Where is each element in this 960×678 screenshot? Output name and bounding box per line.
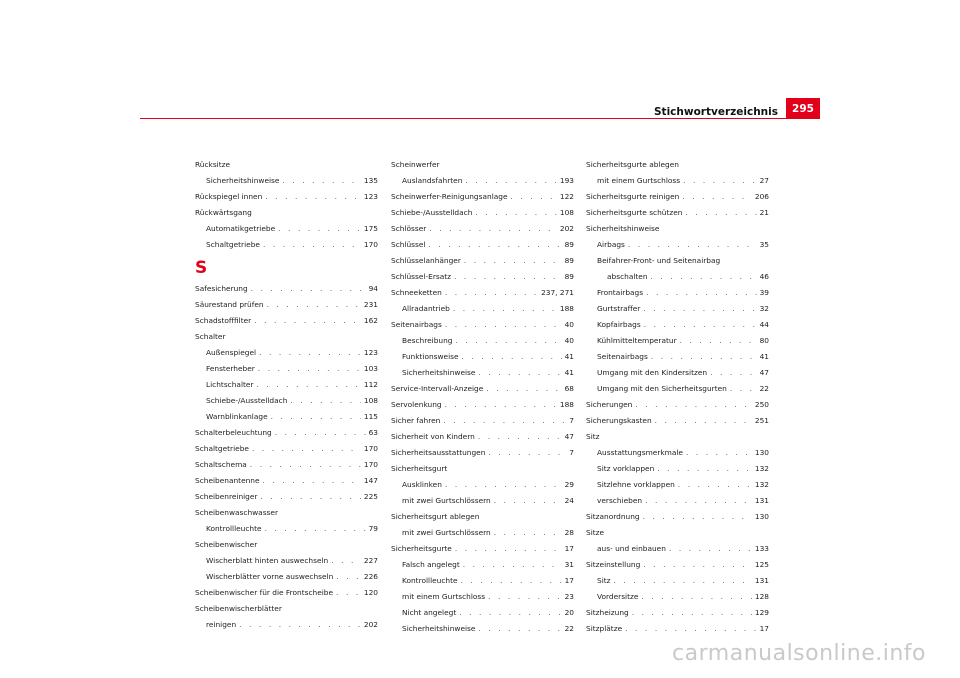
index-heading: Beifahrer-Front- und Seitenairbag	[597, 256, 721, 265]
index-entry: Servolenkung . . . 188	[391, 397, 574, 413]
index-entry: Funktionsweise . . . 41	[391, 349, 574, 365]
index-entry: Sicherheitsgurte . . . 17	[391, 541, 574, 557]
index-entry: Rückspiegel innen . . . 123	[195, 189, 378, 205]
header-rule	[140, 118, 820, 119]
index-heading: Sicherheitshinweise	[586, 224, 660, 233]
index-entry: Sitzheizung . . . 129	[586, 605, 769, 621]
index-entry: Service-Intervall-Anzeige . . . 68	[391, 381, 574, 397]
index-entry: Sicherheitshinweise . . . 135	[195, 173, 378, 189]
index-column-3	[586, 157, 769, 637]
index-entry: Lichtschalter . . . 112	[195, 377, 378, 393]
index-entry: Sitz . . . 131	[586, 573, 769, 589]
index-entry: Umgang mit den Sicherheitsgurten . . . 22	[586, 381, 769, 397]
index-entry: Allradantrieb . . . 188	[391, 301, 574, 317]
index-entry: Sitzanordnung . . . 130	[586, 509, 769, 525]
index-heading: Sitz	[586, 432, 600, 441]
index-entry: Sicherheitsgurte reinigen . . . 206	[586, 189, 769, 205]
index-entry: Ausklinken . . . 29	[391, 477, 574, 493]
index-entry: Scheibenreiniger . . . 225	[195, 489, 378, 505]
index-entry: Scheibenwischer für die Frontscheibe . . . 120	[195, 585, 378, 601]
index-entry: Scheinwerfer-Reinigungsanlage . . . 122	[391, 189, 574, 205]
index-entry: mit einem Gurtschloss . . . 23	[391, 589, 574, 605]
index-entry: Falsch angelegt . . . 31	[391, 557, 574, 573]
page-number-badge: 295	[786, 98, 820, 118]
index-entry: Schlüssel-Ersatz . . . 89	[391, 269, 574, 285]
index-heading: Rückwärtsgang	[195, 208, 252, 217]
index-entry: Sicherungen . . . 250	[586, 397, 769, 413]
index-entry: Schaltgetriebe . . . 170	[195, 237, 378, 253]
index-entry: Safesicherung . . . 94	[195, 281, 378, 297]
index-entry: Sicherheitshinweise . . . 41	[391, 365, 574, 381]
index-entry: Schlüsselanhänger . . . 89	[391, 253, 574, 269]
index-entry: Sicherungskasten . . . 251	[586, 413, 769, 429]
index-entry: Fensterheber . . . 103	[195, 361, 378, 377]
index-heading: Sicherheitsgurte ablegen	[586, 160, 679, 169]
index-column-2	[391, 157, 574, 637]
index-heading: Scheibenwischerblätter	[195, 604, 282, 613]
index-entry: Wischerblätter vorne auswechseln . . . 226	[195, 569, 378, 585]
index-entry: Schlösser . . . 202	[391, 221, 574, 237]
index-entry: Auslandsfahrten . . . 193	[391, 173, 574, 189]
index-heading: Scheibenwaschwasser	[195, 508, 278, 517]
index-entry: Sicherheitsgurte schützen . . . 21	[586, 205, 769, 221]
index-entry: Kühlmitteltemperatur . . . 80	[586, 333, 769, 349]
index-entry: verschieben . . . 131	[586, 493, 769, 509]
index-entry: Seitenairbags . . . 41	[586, 349, 769, 365]
index-entry: Umgang mit den Kindersitzen . . . 47	[586, 365, 769, 381]
index-entry: Schiebe-/Ausstelldach . . . 108	[391, 205, 574, 221]
index-entry: Airbags . . . 35	[586, 237, 769, 253]
index-heading: Rücksitze	[195, 160, 231, 169]
index-entry: Kopfairbags . . . 44	[586, 317, 769, 333]
section-letter: S	[195, 258, 208, 278]
index-entry: mit zwei Gurtschlössern . . . 28	[391, 525, 574, 541]
index-entry: Sitzlehne vorklappen . . . 132	[586, 477, 769, 493]
index-entry: Warnblinkanlage . . . 115	[195, 409, 378, 425]
index-entry: Schadstofffilter . . . 162	[195, 313, 378, 329]
index-entry: aus- und einbauen . . . 133	[586, 541, 769, 557]
index-entry: Kontrollleuchte . . . 17	[391, 573, 574, 589]
index-heading: Sicherheitsgurt ablegen	[391, 512, 480, 521]
index-heading: Scheibenwischer	[195, 540, 258, 549]
index-heading: Sicherheitsgurt	[391, 464, 448, 473]
index-entry: Sicherheitshinweise . . . 22	[391, 621, 574, 637]
index-entry: Schiebe-/Ausstelldach . . . 108	[195, 393, 378, 409]
index-entry: Gurtstraffer . . . 32	[586, 301, 769, 317]
index-entry: Sicher fahren . . . 7	[391, 413, 574, 429]
index-heading: Sitze	[586, 528, 605, 537]
index-entry: Automatikgetriebe . . . 175	[195, 221, 378, 237]
index-entry: Sitzeinstellung . . . 125	[586, 557, 769, 573]
index-entry: Schlüssel . . . 89	[391, 237, 574, 253]
index-entry: Sicherheit von Kindern . . . 47	[391, 429, 574, 445]
index-entry: Schaltschema . . . 170	[195, 457, 378, 473]
index-entry: abschalten . . . 46	[586, 269, 769, 285]
index-entry: Sicherheitsausstattungen . . . 7	[391, 445, 574, 461]
index-entry: Ausstattungsmerkmale . . . 130	[586, 445, 769, 461]
index-entry: Scheibenantenne . . . 147	[195, 473, 378, 489]
index-entry: Schalterbeleuchtung . . . 63	[195, 425, 378, 441]
index-entry: Schneeketten . . . 237, 271	[391, 285, 574, 301]
index-entry: Wischerblatt hinten auswechseln . . . 227	[195, 553, 378, 569]
section-title: Stichwortverzeichnis	[654, 106, 778, 118]
index-entry: mit einem Gurtschloss . . . 27	[586, 173, 769, 189]
index-entry: Kontrollleuchte . . . 79	[195, 521, 378, 537]
watermark: carmanualsonline.info	[672, 641, 926, 666]
index-heading: Scheinwerfer	[391, 160, 440, 169]
index-entry: Nicht angelegt . . . 20	[391, 605, 574, 621]
index-entry: Sitzplätze . . . 17	[586, 621, 769, 637]
index-entry: reinigen . . . 202	[195, 617, 378, 633]
index-entry: Schaltgetriebe . . . 170	[195, 441, 378, 457]
index-entry: Beschreibung . . . 40	[391, 333, 574, 349]
index-column-1	[195, 157, 378, 633]
index-entry: mit zwei Gurtschlössern . . . 24	[391, 493, 574, 509]
index-entry: Seitenairbags . . . 40	[391, 317, 574, 333]
index-entry: Säurestand prüfen . . . 231	[195, 297, 378, 313]
index-heading: Schalter	[195, 332, 226, 341]
index-entry: Sitz vorklappen . . . 132	[586, 461, 769, 477]
index-entry: Vordersitze . . . 128	[586, 589, 769, 605]
index-entry: Frontairbags . . . 39	[586, 285, 769, 301]
index-entry: Außenspiegel . . . 123	[195, 345, 378, 361]
